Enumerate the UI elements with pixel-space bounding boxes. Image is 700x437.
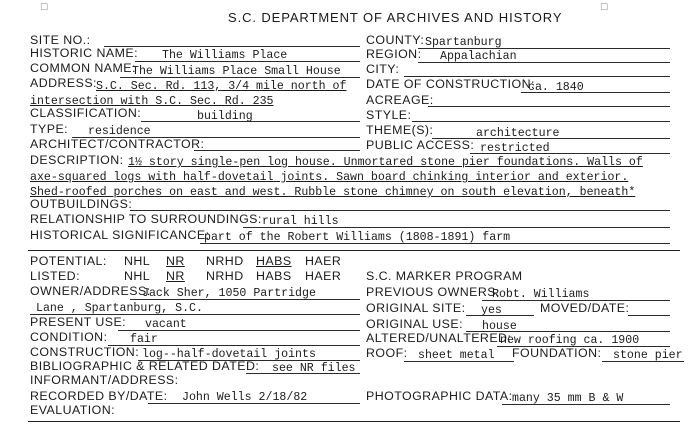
listed-haer: HAER xyxy=(305,269,342,283)
relationship-line xyxy=(243,227,670,228)
historical-significance-label: HISTORICAL SIGNIFICANCE: xyxy=(30,228,210,242)
description-line-2: axe-squared logs with half-dovetail joints. Sawn board chinking interior and exterior. xyxy=(30,171,629,184)
original-site-label: ORIGINAL SITE: xyxy=(366,301,466,315)
potential-nr: NR xyxy=(166,254,185,268)
date-of-construction-value: ca. 1840 xyxy=(528,81,584,94)
style-label: STYLE: xyxy=(366,108,412,122)
historic-name-label: HISTORIC NAME: xyxy=(30,46,138,60)
foundation-label: FOUNDATION: xyxy=(512,346,602,360)
section-divider xyxy=(28,250,680,251)
potential-haer: HAER xyxy=(305,254,342,268)
construction-label: CONSTRUCTION: xyxy=(30,345,140,359)
corner-mark: ☐ xyxy=(40,3,49,13)
style-line xyxy=(412,121,670,122)
description-line-3: Shed-roofed porches on east and west. Rubble stone chimney on south elevation, beneath* xyxy=(30,186,636,199)
themes-label: THEME(S): xyxy=(366,123,434,137)
owner-value-1: Jack Sher, 1050 Partridge xyxy=(142,287,316,300)
corner-mark: ☐ xyxy=(600,3,609,13)
owner-label: OWNER/ADDRESS: xyxy=(30,284,151,298)
address-value-2: intersection with S.C. Sec. Rd. 235 xyxy=(30,95,274,108)
listed-nr: NR xyxy=(166,269,185,283)
description-line-1: 1½ story single-pen log house. Unmortared stone pier foundations. Walls of xyxy=(128,156,643,169)
description-label: DESCRIPTION: xyxy=(30,153,124,167)
photographic-data-value: many 35 mm B & W xyxy=(512,392,624,405)
classification-line xyxy=(141,121,360,122)
recorded-by-value: John Wells 2/18/82 xyxy=(182,391,308,404)
photographic-data-label: PHOTOGRAPHIC DATA: xyxy=(366,389,513,403)
condition-value: fair xyxy=(130,333,158,346)
informant-label: INFORMANT/ADDRESS: xyxy=(30,373,179,387)
region-value: Appalachian xyxy=(440,50,517,63)
moved-date-label: MOVED/DATE: xyxy=(540,301,630,315)
condition-line xyxy=(108,345,360,346)
previous-owners-label: PREVIOUS OWNERS: xyxy=(366,285,500,299)
address-label: ADDRESS: xyxy=(30,76,97,90)
page-title: S.C. DEPARTMENT OF ARCHIVES AND HISTORY xyxy=(228,10,563,25)
relationship-value: rural hills xyxy=(262,215,339,228)
foundation-value: stone pier xyxy=(613,349,683,362)
roof-line xyxy=(404,361,514,362)
roof-label: ROOF: xyxy=(366,346,408,360)
listed-nhl: NHL xyxy=(124,269,151,283)
public-access-label: PUBLIC ACCESS: xyxy=(366,138,475,152)
present-use-label: PRESENT USE: xyxy=(30,315,127,329)
bibliographic-label: BIBLIOGRAPHIC & RELATED DATED: xyxy=(30,359,260,373)
moved-date-line xyxy=(628,315,670,316)
architect-line xyxy=(194,150,360,151)
construction-value: log--half-dovetail joints xyxy=(142,348,316,361)
public-access-line xyxy=(470,153,670,154)
owner-line xyxy=(130,299,360,300)
potential-nhl: NHL xyxy=(124,254,151,268)
themes-value: architecture xyxy=(476,127,560,140)
county-label: COUNTY: xyxy=(366,33,425,47)
region-label: REGION: xyxy=(366,47,422,61)
owner-value-2: Lane , Spartanburg, S.C. xyxy=(36,302,203,315)
architect-label: ARCHITECT/CONTRACTOR: xyxy=(30,137,205,151)
marker-program-label: S.C. MARKER PROGRAM xyxy=(366,269,523,283)
bottom-divider xyxy=(28,421,680,422)
county-value: Spartanburg xyxy=(425,36,502,49)
roof-value: sheet metal xyxy=(418,349,495,362)
altered-label: ALTERED/UNALTERED: xyxy=(366,331,512,345)
acreage-label: ACREAGE: xyxy=(366,93,434,107)
acreage-line xyxy=(428,106,670,107)
common-name-line xyxy=(120,77,360,78)
date-line xyxy=(521,92,670,93)
present-use-value: vacant xyxy=(145,318,187,331)
recorded-by-line xyxy=(148,403,360,404)
outbuildings-line xyxy=(130,210,670,211)
outbuildings-label: OUTBUILDINGS: xyxy=(30,197,133,211)
public-access-value: restricted xyxy=(480,142,550,155)
listed-habs: HABS xyxy=(256,269,292,283)
historic-name-line xyxy=(135,61,360,62)
classification-label: CLASSIFICATION: xyxy=(30,106,142,120)
site-no-label: SITE NO.: xyxy=(30,33,91,47)
original-site-value: yes xyxy=(481,304,502,317)
bibliographic-value: see NR files xyxy=(272,362,356,375)
original-use-value: house xyxy=(482,320,517,333)
bibliographic-line xyxy=(246,373,360,374)
listed-nrhd: NRHD xyxy=(206,269,244,283)
foundation-line xyxy=(602,361,684,362)
common-name-value: The Williams Place Small House xyxy=(132,65,341,78)
significance-line xyxy=(200,243,670,244)
potential-habs: HABS xyxy=(256,254,292,268)
site-no-line xyxy=(104,46,360,47)
listed-label: LISTED: xyxy=(30,269,80,283)
classification-value: building xyxy=(197,110,253,123)
altered-value: new roofing ca. 1900 xyxy=(500,334,640,347)
present-use-line xyxy=(118,330,360,331)
historic-name-value: The Williams Place xyxy=(162,49,288,62)
region-line xyxy=(418,62,670,63)
city-label: CITY: xyxy=(366,62,400,76)
date-of-construction-label: DATE OF CONSTRUCTION: xyxy=(366,77,535,91)
potential-nrhd: NRHD xyxy=(206,254,244,268)
address-value-1: S.C. Sec. Rd. 113, 3/4 mile north of xyxy=(96,80,347,93)
original-site-line xyxy=(466,315,534,316)
historical-significance-value: part of the Robert Williams (1808-1891) farm xyxy=(204,231,511,244)
evaluation-label: EVALUATION: xyxy=(30,403,116,417)
common-name-label: COMMON NAME: xyxy=(30,61,136,75)
previous-owners-value: Robt. Williams xyxy=(492,288,590,301)
original-use-label: ORIGINAL USE: xyxy=(366,317,463,331)
photographic-data-line xyxy=(502,404,670,405)
relationship-label: RELATIONSHIP TO SURROUNDINGS: xyxy=(30,212,262,226)
recorded-by-label: RECORDED BY/DATE: xyxy=(30,389,168,403)
type-value: residence xyxy=(88,125,151,138)
potential-label: POTENTIAL: xyxy=(30,254,107,268)
county-line xyxy=(418,48,670,49)
type-label: TYPE: xyxy=(30,122,69,136)
condition-label: CONDITION: xyxy=(30,330,108,344)
